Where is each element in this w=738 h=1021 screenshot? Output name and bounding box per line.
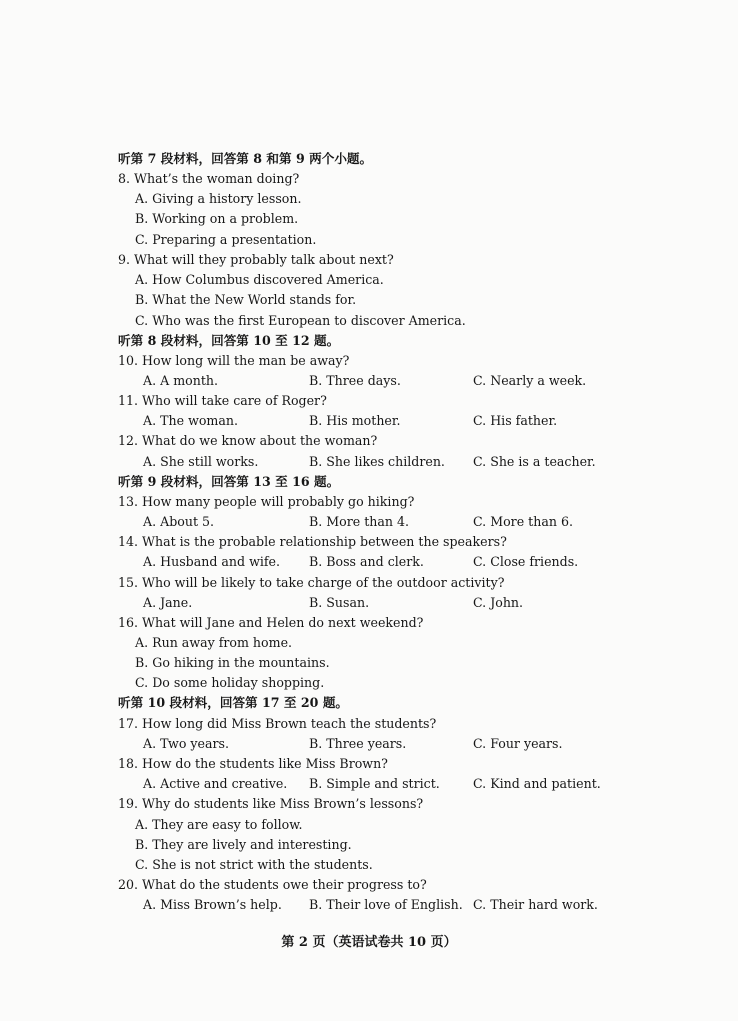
question-8-option-a: A. Giving a history lesson. [135, 191, 302, 206]
question-19-stem: 19. Why do students like Miss Brown’s lessons? [118, 796, 424, 811]
question-9-option-c: C. Who was the first European to discover America. [135, 313, 466, 328]
question-12-option-b: B. She likes children. [309, 454, 445, 469]
question-16-option-c: C. Do some holiday shopping. [135, 675, 325, 690]
question-11-option-a: A. The woman. [143, 413, 238, 428]
question-15-stem: 15. Who will be likely to take charge of the outdoor activity? [118, 575, 505, 590]
question-14-option-b: B. Boss and clerk. [309, 554, 424, 569]
question-13-option-a: A. About 5. [143, 514, 215, 529]
question-11-option-c: C. His father. [473, 413, 558, 428]
question-8-option-c: C. Preparing a presentation. [135, 232, 317, 247]
question-11-option-b: B. His mother. [309, 413, 401, 428]
question-19-option-b: B. They are lively and interesting. [135, 837, 352, 852]
question-20-option-a: A. Miss Brown’s help. [143, 897, 282, 912]
question-18-option-a: A. Active and creative. [143, 776, 288, 791]
question-17-option-b: B. Three years. [309, 736, 407, 751]
question-15-option-c: C. John. [473, 595, 524, 610]
question-15-option-a: A. Jane. [143, 595, 193, 610]
question-14-option-a: A. Husband and wife. [143, 554, 281, 569]
question-12-option-a: A. She still works. [143, 454, 259, 469]
question-18-option-c: C. Kind and patient. [473, 776, 601, 791]
question-14-option-c: C. Close friends. [473, 554, 579, 569]
question-18-stem: 18. How do the students like Miss Brown? [118, 756, 388, 771]
question-13-option-c: C. More than 6. [473, 514, 573, 529]
question-16-stem: 16. What will Jane and Helen do next weekend? [118, 615, 424, 630]
question-15-option-b: B. Susan. [309, 595, 370, 610]
question-13-option-b: B. More than 4. [309, 514, 410, 529]
question-10-option-b: B. Three days. [309, 373, 401, 388]
question-18-option-b: B. Simple and strict. [309, 776, 440, 791]
question-13-stem: 13. How many people will probably go hiking? [118, 494, 415, 509]
question-10-stem: 10. How long will the man be away? [118, 353, 350, 368]
section-heading-8: 听第 8 段材料，回答第 10 至 12 题。 [118, 333, 340, 348]
question-20-stem: 20. What do the students owe their progress to? [118, 877, 427, 892]
question-8-option-b: B. Working on a problem. [135, 211, 299, 226]
question-12-stem: 12. What do we know about the woman? [118, 433, 378, 448]
question-9-stem: 9. What will they probably talk about next? [118, 252, 394, 267]
question-19-option-a: A. They are easy to follow. [135, 817, 303, 832]
question-17-option-c: C. Four years. [473, 736, 563, 751]
page-footer: 第 2 页（英语试卷共 10 页） [281, 935, 457, 950]
question-8-stem: 8. What’s the woman doing? [118, 171, 300, 186]
question-10-option-c: C. Nearly a week. [473, 373, 587, 388]
section-heading-10: 听第 10 段材料，回答第 17 至 20 题。 [118, 695, 349, 710]
question-17-stem: 17. How long did Miss Brown teach the students? [118, 716, 437, 731]
question-12-option-c: C. She is a teacher. [473, 454, 596, 469]
question-11-stem: 11. Who will take care of Roger? [118, 393, 327, 408]
question-20-option-c: C. Their hard work. [473, 897, 598, 912]
question-20-option-b: B. Their love of English. [309, 897, 463, 912]
question-16-option-b: B. Go hiking in the mountains. [135, 655, 330, 670]
question-17-option-a: A. Two years. [143, 736, 229, 751]
question-19-option-c: C. She is not strict with the students. [135, 857, 373, 872]
question-16-option-a: A. Run away from home. [135, 635, 293, 650]
section-heading-7: 听第 7 段材料，回答第 8 和第 9 两个小题。 [118, 151, 373, 166]
section-heading-9: 听第 9 段材料，回答第 13 至 16 题。 [118, 474, 340, 489]
question-10-option-a: A. A month. [143, 373, 219, 388]
question-14-stem: 14. What is the probable relationship between the speakers? [118, 534, 507, 549]
question-9-option-a: A. How Columbus discovered America. [135, 272, 384, 287]
question-9-option-b: B. What the New World stands for. [135, 292, 357, 307]
